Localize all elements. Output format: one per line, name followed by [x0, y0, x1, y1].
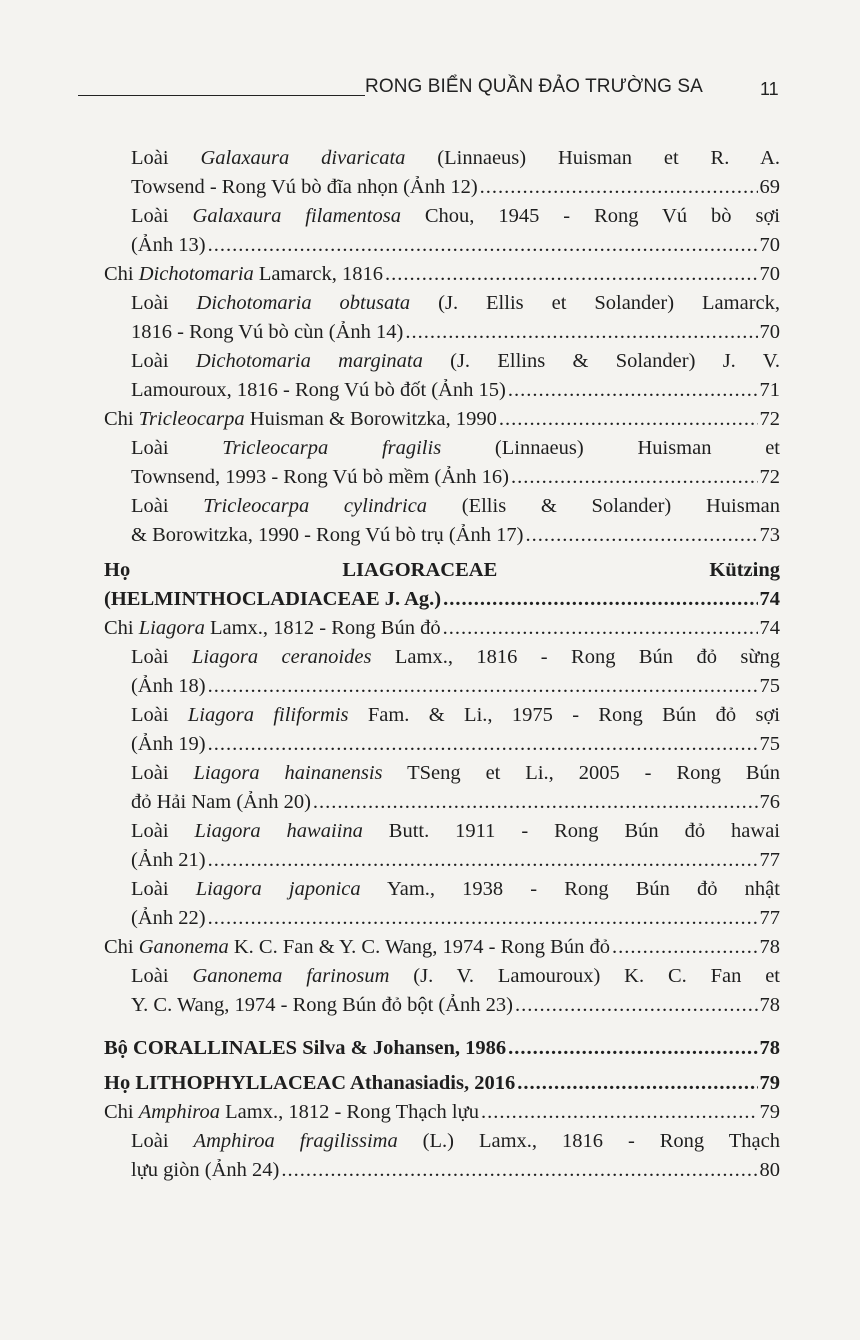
dot-leader	[481, 1098, 758, 1127]
entry-text: Lamx., 1816 - Rong Bún đỏ sừng	[371, 646, 780, 668]
toc-entry-line	[131, 875, 780, 904]
entry-text: Butt. 1911 - Rong Bún đỏ hawai	[362, 820, 780, 842]
table-of-contents	[0, 144, 860, 1185]
toc-entry-line	[131, 376, 780, 405]
toc-entry-text	[131, 376, 506, 405]
entry-text: đỏ Hải Nam (Ảnh 20)	[131, 791, 311, 813]
toc-entry-line	[104, 1034, 780, 1063]
taxon-name: Tricleocarpa cylindrica	[203, 495, 428, 517]
toc-entry-text	[104, 1069, 515, 1098]
entry-text: (Ảnh 18)	[131, 675, 206, 697]
toc-page-number: 72	[759, 466, 780, 488]
taxon-name: Liagora filiformis	[187, 704, 349, 726]
taxon-name: Tricleocarpa fragilis	[222, 437, 442, 459]
entry-text: Loài	[131, 704, 188, 726]
toc-entry-line	[131, 962, 780, 991]
toc-entry-line	[131, 672, 780, 701]
toc-entry-text	[104, 1034, 506, 1063]
entry-text: (Ảnh 22)	[131, 907, 206, 929]
toc-entry-line	[131, 788, 780, 817]
entry-text: (Ảnh 19)	[131, 733, 206, 755]
dot-leader	[499, 405, 758, 434]
taxon-name: Ganonema farinosum	[192, 965, 390, 987]
toc-entry[interactable]	[104, 1098, 780, 1127]
entry-text: (J. V. Lamouroux) K. C. Fan et	[389, 965, 780, 987]
taxon-name: Dichotomaria obtusata	[196, 292, 411, 314]
toc-entry[interactable]	[131, 144, 780, 202]
toc-entry-text	[131, 846, 206, 875]
dot-leader	[612, 933, 758, 962]
toc-entry-text	[131, 991, 513, 1020]
entry-text: 1816 - Rong Vú bò cùn (Ảnh 14)	[131, 321, 404, 343]
toc-entry[interactable]	[131, 347, 780, 405]
toc-entry[interactable]	[104, 1069, 780, 1098]
toc-entry[interactable]	[131, 434, 780, 492]
entry-text: (Ellis & Solander) Huisman	[427, 495, 780, 517]
page-number: 11	[760, 79, 779, 99]
toc-entry-text	[131, 1156, 279, 1185]
dot-leader	[517, 1069, 757, 1098]
toc-entry-line	[131, 1127, 780, 1156]
taxon-name: Liagora japonica	[195, 878, 361, 900]
toc-page-number: 76	[759, 791, 780, 813]
entry-text: Loài	[131, 646, 192, 668]
entry-text: (Ảnh 13)	[131, 234, 206, 256]
entry-text: Loài	[131, 147, 201, 169]
entry-text: Loài	[131, 965, 193, 987]
toc-entry-text	[104, 260, 383, 289]
entry-text: (J. Ellis et Solander) Lamarck,	[410, 292, 780, 314]
toc-page-number: 79	[759, 1072, 780, 1094]
toc-entry-text	[131, 672, 206, 701]
toc-entry-line	[131, 991, 780, 1020]
toc-entry-text	[104, 1098, 479, 1127]
toc-page-number: 78	[759, 994, 780, 1016]
toc-entry-text	[131, 463, 509, 492]
dot-leader	[313, 788, 758, 817]
toc-entry-text	[131, 318, 403, 347]
entry-text: (Ảnh 21)	[131, 849, 206, 871]
toc-entry-text	[131, 521, 524, 550]
toc-page-number: 72	[759, 408, 780, 430]
toc-entry[interactable]	[131, 962, 780, 1020]
toc-page-number: 74	[759, 617, 780, 639]
entry-text: (J. Ellins & Solander) J. V.	[422, 350, 780, 372]
taxon-name: Tricleocarpa	[138, 408, 245, 430]
entry-text: Loài	[131, 820, 195, 842]
toc-entry-text	[131, 788, 311, 817]
toc-entry-line	[131, 492, 780, 521]
header-rule	[78, 95, 365, 96]
toc-page-number: 74	[759, 588, 780, 610]
toc-entry[interactable]	[104, 260, 780, 289]
entry-text: Loài	[131, 292, 197, 314]
toc-entry[interactable]	[131, 289, 780, 347]
dot-leader	[511, 463, 758, 492]
toc-entry-text	[104, 585, 441, 614]
toc-entry-text	[104, 405, 497, 434]
toc-entry[interactable]	[104, 405, 780, 434]
taxon-name: Liagora ceranoides	[192, 646, 372, 668]
toc-entry-line	[131, 434, 780, 463]
entry-text: K. C. Fan & Y. C. Wang, 1974 - Rong Bún đỏ	[228, 936, 610, 958]
entry-text: Chi	[104, 1101, 139, 1123]
toc-entry[interactable]	[131, 1127, 780, 1185]
taxon-name: Ganonema	[138, 936, 229, 958]
entry-text: Họ LIAGORACEAE Kützing	[104, 559, 780, 581]
toc-page-number: 70	[759, 263, 780, 285]
entry-text: Fam. & Li., 1975 - Rong Bún đỏ sợi	[348, 704, 780, 726]
toc-page-number: 75	[759, 733, 780, 755]
entry-text: Loài	[131, 495, 204, 517]
dot-leader	[508, 376, 758, 405]
toc-entry-line	[104, 614, 780, 643]
taxon-name: Liagora	[138, 617, 205, 639]
entry-text: Họ LITHOPHYLLACEAC Athanasiadis, 2016	[104, 1072, 516, 1094]
toc-entry-line	[131, 730, 780, 759]
entry-text: Chi	[104, 408, 139, 430]
toc-page-number: 77	[759, 907, 780, 929]
entry-text: Chou, 1945 - Rong Vú bò sợi	[400, 205, 780, 227]
dot-leader	[208, 231, 758, 260]
entry-text: (L.) Lamx., 1816 - Rong Thạch	[397, 1130, 780, 1152]
entry-text: Loài	[131, 1130, 194, 1152]
entry-text: Lamx., 1812 - Rong Bún đỏ	[204, 617, 441, 639]
toc-entry-text	[104, 933, 610, 962]
toc-entry[interactable]	[131, 643, 780, 701]
toc-entry-line	[131, 318, 780, 347]
taxon-name: Galaxaura filamentosa	[192, 205, 401, 227]
toc-page-number: 77	[759, 849, 780, 871]
dot-leader	[515, 991, 758, 1020]
entry-text: (Linnaeus) Huisman et	[441, 437, 780, 459]
toc-entry-text	[131, 173, 478, 202]
entry-text: Huisman & Borowitzka, 1990	[244, 408, 497, 430]
toc-entry-line	[131, 202, 780, 231]
entry-text: Yam., 1938 - Rong Bún đỏ nhật	[360, 878, 780, 900]
toc-entry[interactable]	[104, 614, 780, 643]
entry-text: lựu giòn (Ảnh 24)	[131, 1159, 280, 1181]
toc-entry-line	[131, 289, 780, 318]
toc-entry-line	[131, 701, 780, 730]
toc-entry[interactable]	[131, 759, 780, 817]
taxon-name: Liagora hawaiina	[194, 820, 363, 842]
toc-entry[interactable]	[131, 817, 780, 875]
toc-page-number: 79	[759, 1101, 780, 1123]
toc-entry-line	[131, 904, 780, 933]
dot-leader	[405, 318, 757, 347]
toc-page-number: 78	[759, 936, 780, 958]
entry-text: Loài	[131, 878, 196, 900]
dot-leader	[208, 846, 758, 875]
dot-leader	[385, 260, 758, 289]
entry-text: (Linnaeus) Huisman et R. A.	[405, 147, 780, 169]
toc-page-number: 71	[759, 379, 780, 401]
toc-entry[interactable]	[131, 492, 780, 550]
toc-entry-line	[104, 1098, 780, 1127]
toc-entry[interactable]	[104, 556, 780, 614]
dot-leader	[480, 173, 758, 202]
toc-entry-line	[131, 643, 780, 672]
toc-page-number: 75	[759, 675, 780, 697]
toc-entry-line	[131, 231, 780, 260]
toc-entry-line	[104, 1069, 780, 1098]
entry-text: Loài	[131, 762, 194, 784]
book-title: RONG BIỂN QUẦN ĐẢO TRƯỜNG SA	[365, 76, 703, 97]
toc-entry[interactable]	[131, 701, 780, 759]
toc-entry-line	[131, 1156, 780, 1185]
dot-leader	[443, 585, 757, 614]
entry-text: Loài	[131, 350, 196, 372]
taxon-name: Dichotomaria	[138, 263, 254, 285]
entry-text: Lamx., 1812 - Rong Thạch lựu	[220, 1101, 479, 1123]
toc-page-number: 78	[759, 1037, 780, 1059]
toc-entry-line	[131, 521, 780, 550]
toc-entry-line	[131, 846, 780, 875]
toc-entry-text	[131, 904, 206, 933]
toc-entry-text	[131, 231, 206, 260]
toc-entry-text	[131, 730, 206, 759]
dot-leader	[208, 730, 758, 759]
dot-leader	[508, 1034, 757, 1063]
toc-entry[interactable]	[104, 933, 780, 962]
entry-text: Chi	[104, 263, 139, 285]
entry-text: Chi	[104, 936, 139, 958]
toc-entry[interactable]	[131, 875, 780, 933]
entry-text: Chi	[104, 617, 139, 639]
entry-text: Townsend, 1993 - Rong Vú bò mềm (Ảnh 16)	[131, 466, 509, 488]
dot-leader	[281, 1156, 757, 1185]
entry-text: Y. C. Wang, 1974 - Rong Bún đỏ bột (Ảnh 23)	[131, 994, 513, 1016]
toc-page-number: 80	[759, 1159, 780, 1181]
entry-text: Lamouroux, 1816 - Rong Vú bò đốt (Ảnh 15)	[131, 379, 506, 401]
toc-entry-line	[104, 933, 780, 962]
entry-text: Lamarck, 1816	[253, 263, 383, 285]
taxon-name: Galaxaura divaricata	[200, 147, 406, 169]
entry-text: (HELMINTHOCLADIACEAE J. Ag.)	[104, 588, 442, 610]
toc-entry-line	[104, 260, 780, 289]
toc-entry-line	[104, 556, 780, 585]
toc-entry[interactable]	[131, 202, 780, 260]
dot-leader	[208, 672, 758, 701]
toc-entry-line	[104, 405, 780, 434]
entry-text: TSeng et Li., 2005 - Rong Bún	[382, 762, 780, 784]
taxon-name: Dichotomaria marginata	[195, 350, 423, 372]
toc-entry-line	[104, 585, 780, 614]
toc-entry-text	[104, 614, 441, 643]
toc-page-number: 73	[759, 524, 780, 546]
toc-page-number: 69	[759, 176, 780, 198]
toc-entry-line	[131, 347, 780, 376]
toc-entry-line	[131, 759, 780, 788]
entry-text: Loài	[131, 205, 193, 227]
dot-leader	[526, 521, 758, 550]
toc-page-number: 70	[759, 321, 780, 343]
toc-entry-line	[131, 144, 780, 173]
taxon-name: Amphiroa	[138, 1101, 220, 1123]
toc-page-number: 70	[759, 234, 780, 256]
toc-entry-line	[131, 817, 780, 846]
entry-text: Towsend - Rong Vú bò đĩa nhọn (Ảnh 12)	[131, 176, 478, 198]
toc-entry[interactable]	[104, 1034, 780, 1063]
taxon-name: Liagora hainanensis	[193, 762, 383, 784]
running-header	[78, 76, 778, 102]
entry-text: Bộ CORALLINALES Silva & Johansen, 1986	[104, 1037, 507, 1059]
toc-entry-line	[131, 463, 780, 492]
entry-text: Loài	[131, 437, 223, 459]
dot-leader	[208, 904, 758, 933]
entry-text: & Borowitzka, 1990 - Rong Vú bò trụ (Ảnh 17)	[131, 524, 524, 546]
dot-leader	[443, 614, 758, 643]
taxon-name: Amphiroa fragilissima	[193, 1130, 398, 1152]
toc-entry-line	[131, 173, 780, 202]
